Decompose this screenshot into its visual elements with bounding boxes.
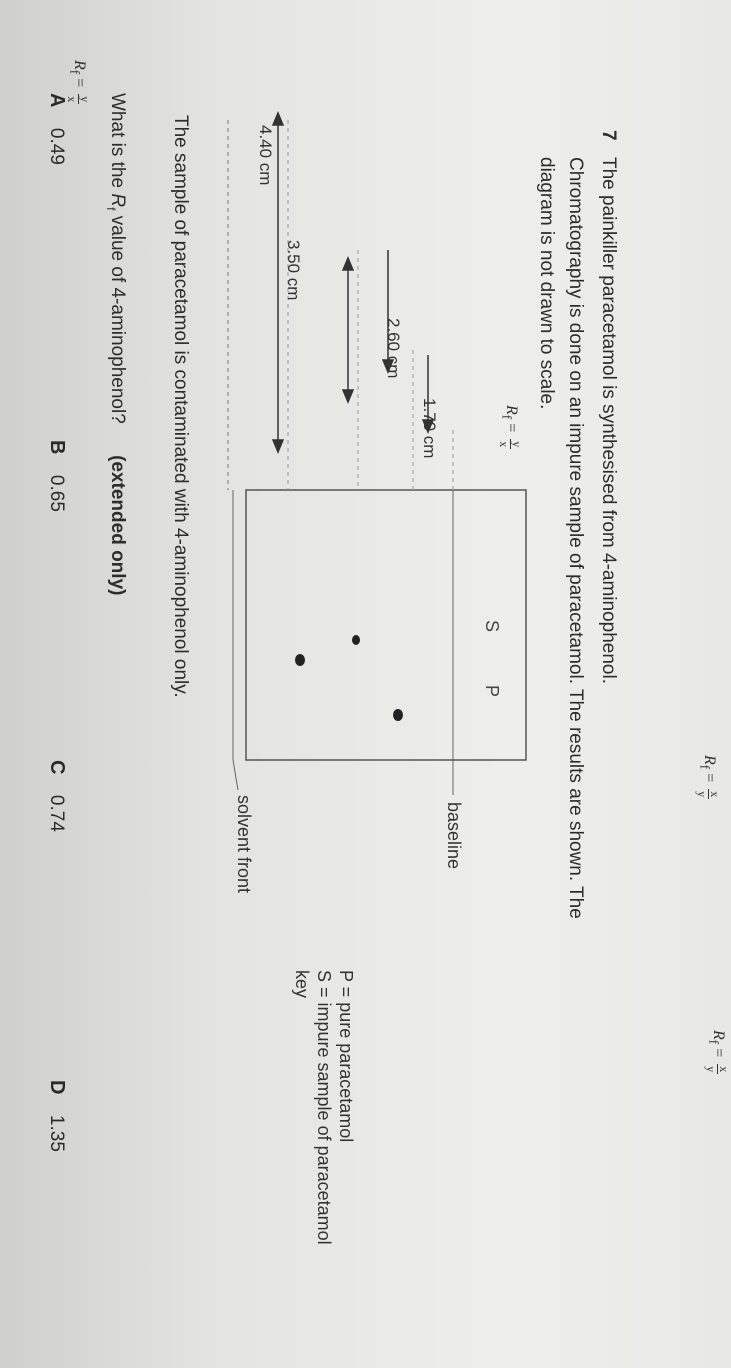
statement-text: The sample of paracetamol is contaminated with 4-aminophenol only. <box>170 115 191 698</box>
question-line-2: Chromatography is done on an impure sample of paracetamol. The results are shown. The <box>565 157 586 919</box>
formula-option-2: $R_f$ = y x <box>497 405 524 448</box>
extended-only-tag: (extended only) <box>107 455 128 596</box>
solvent-front-label: solvent front <box>234 795 254 894</box>
question-line-3: diagram is not drawn to scale. <box>536 157 557 410</box>
lane-label-p: P <box>482 685 502 698</box>
lane-label-s: S <box>482 620 502 633</box>
answer-option-d[interactable]: D 1.35 <box>46 1080 68 1152</box>
formula-option-1: $R_f$ = y x <box>65 60 92 103</box>
key-title: key <box>292 970 312 999</box>
answer-option-a[interactable]: A 0.49 <box>46 93 68 165</box>
question-prompt: What is the $R_f$ value of 4-aminophenol? (extended only) <box>104 93 128 596</box>
question-line-1: The painkiller paracetamol is synthesised from 4-aminophenol. <box>598 157 619 684</box>
spot-p <box>393 709 403 721</box>
chromatogram-diagram <box>208 125 528 1245</box>
key-p: P = pure paracetamol <box>336 970 356 1143</box>
measurement-3-50: 3.50 cm <box>284 240 303 301</box>
question-number: 7 <box>598 130 619 141</box>
key-s: S = impure sample of paracetamol <box>314 970 334 1245</box>
measurement-1-70: 1.70 cm <box>420 398 439 459</box>
formula-option-3: $R_f$ = x y <box>695 755 722 798</box>
measurement-2-60: 2.60 cm <box>384 318 403 379</box>
solvent-front-leader <box>233 760 238 790</box>
formula-option-4: $R_f$ = x y <box>704 1030 731 1073</box>
answer-option-c[interactable]: C 0.74 <box>46 760 68 832</box>
answer-option-b[interactable]: B 0.65 <box>46 440 68 512</box>
spot-s-lower <box>352 635 360 645</box>
baseline-label: baseline <box>444 802 464 870</box>
measurement-4-40: 4.40 cm <box>256 125 275 186</box>
spot-s-upper <box>295 654 305 666</box>
